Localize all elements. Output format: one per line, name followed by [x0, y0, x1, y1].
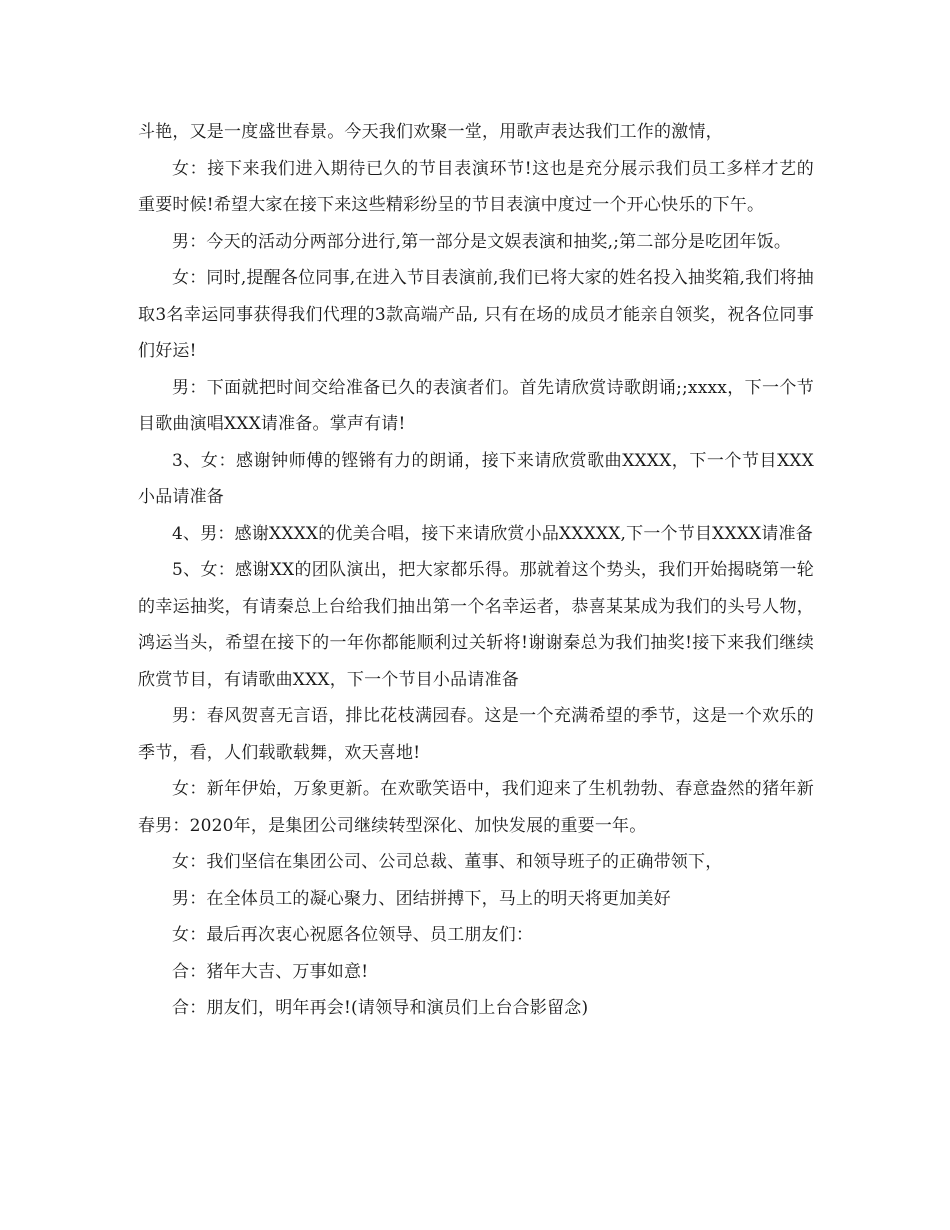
paragraph-12: 男：在全体员工的凝心聚力、团结拼搏下，马上的明天将更加美好	[172, 888, 671, 909]
paragraph-10: 女：新年伊始，万象更新。在欢歌笑语中，我们迎来了生机勃勃、春意盎然的猪年新春男：2020年，是集团公司继续转型深化、加快发展的重要一年。	[138, 779, 814, 836]
paragraph-11: 女：我们坚信在集团公司、公司总裁、董事、和领导班子的正确带领下，	[172, 852, 723, 872]
paragraph-1: 斗艳，又是一度盛世春景。今天我们欢聚一堂，用歌声表达我们工作的激情，	[138, 122, 723, 142]
paragraph-5: 男：下面就把时间交给准备已久的表演者们。首先请欣赏诗歌朗诵;;xxxx，下一个节目歌曲演唱XXX请准备。掌声有请!	[138, 377, 814, 434]
paragraph-4: 女：同时,提醒各位同事,在进入节目表演前,我们已将大家的姓名投入抽奖箱,我们将抽取3名幸运同事获得我们代理的3款高端产品, 只有在场的成员才能亲自领奖，祝各位同事们好运!	[138, 268, 814, 361]
document-body	[138, 114, 814, 1027]
paragraph-14: 合：猪年大吉、万事如意!	[172, 961, 369, 982]
paragraph-3: 男：今天的活动分两部分进行,第一部分是文娱表演和抽奖,;第二部分是吃团年饭。	[172, 231, 792, 252]
paragraph-8: 5、女：感谢XX的团队演出，把大家都乐得。那就着这个势头，我们开始揭晓第一轮的幸运抽奖，有请秦总上台给我们抽出第一个名幸运者，恭喜某某成为我们的头号人物，鸿运当头，希望在接下的一年你都能顺利过关斩将!谢谢秦总为我们抽奖!接下来我们继续欣赏节目，有请歌曲XXX，下一个节目小品请准备	[138, 560, 814, 690]
paragraph-2: 女：接下来我们进入期待已久的节目表演环节!这也是充分展示我们员工多样才艺的重要时候!希望大家在接下来这些精彩纷呈的节目表演中度过一个开心快乐的下午。	[138, 158, 814, 215]
paragraph-7: 4、男：感谢XXXX的优美合唱，接下来请欣赏小品XXXXX,下一个节目XXXX请准备	[172, 523, 813, 544]
paragraph-13: 女：最后再次衷心祝愿各位领导、员工朋友们：	[172, 925, 534, 945]
paragraph-6: 3、女：感谢钟师傅的铿锵有力的朗诵，接下来请欣赏歌曲XXXX，下一个节目XXX小品请准备	[138, 450, 814, 507]
paragraph-9: 男：春风贺喜无言语，排比花枝满园春。这是一个充满希望的季节，这是一个欢乐的季节，看，人们载歌载舞，欢天喜地!	[138, 706, 814, 763]
paragraph-15: 合：朋友们，明年再会!(请领导和演员们上台合影留念)	[172, 998, 589, 1018]
